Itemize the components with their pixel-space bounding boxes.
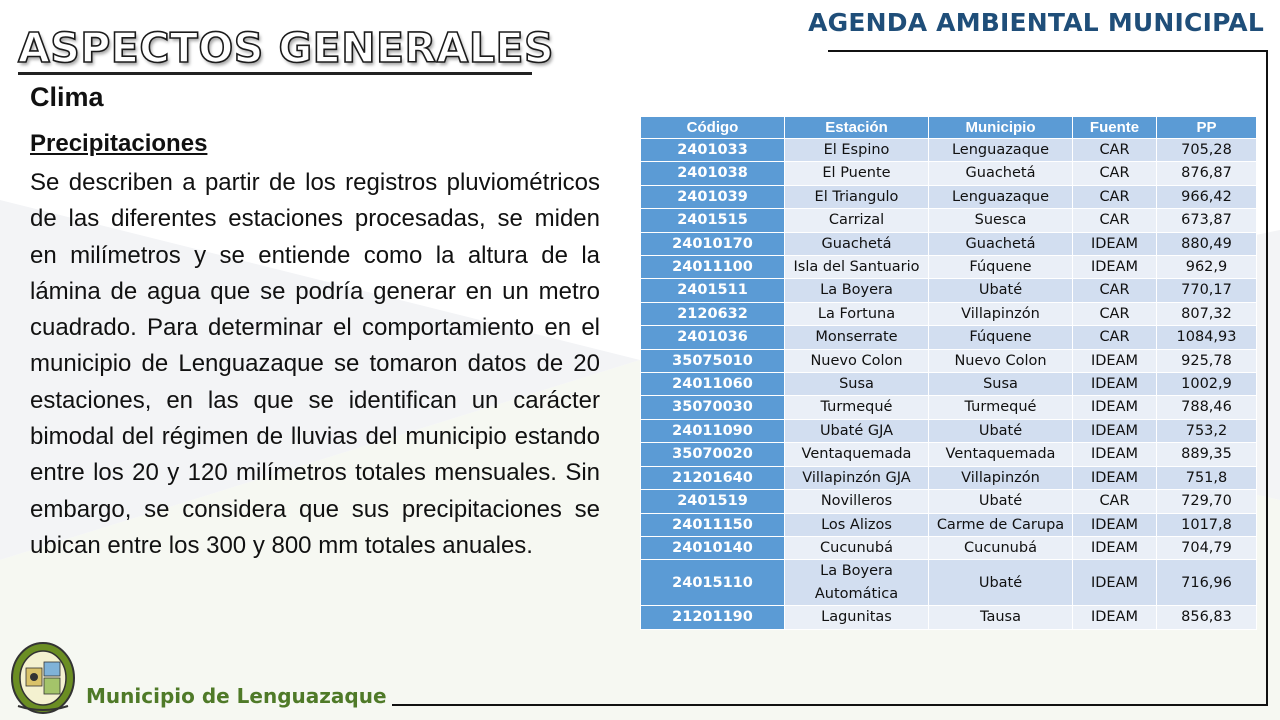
- cell-estacion: La Boyera Automática: [785, 560, 929, 606]
- cell-estacion: Carrizal: [785, 209, 929, 232]
- cell-municipio: Ubaté: [929, 279, 1073, 302]
- cell-estacion: Villapinzón GJA: [785, 466, 929, 489]
- cell-fuente: CAR: [1073, 302, 1157, 325]
- cell-fuente: CAR: [1073, 162, 1157, 185]
- table-body: [641, 139, 1257, 630]
- cell-pp: 753,2: [1157, 419, 1257, 442]
- cell-fuente: CAR: [1073, 279, 1157, 302]
- cell-municipio: Lenguazaque: [929, 139, 1073, 162]
- cell-municipio: Ubaté: [929, 419, 1073, 442]
- cell-codigo: 24011060: [641, 373, 785, 396]
- table-row: [641, 209, 1257, 232]
- cell-fuente: IDEAM: [1073, 466, 1157, 489]
- cell-fuente: CAR: [1073, 209, 1157, 232]
- table-row: [641, 396, 1257, 419]
- cell-codigo: 2401519: [641, 490, 785, 513]
- cell-pp: 770,17: [1157, 279, 1257, 302]
- cell-pp: 1017,8: [1157, 513, 1257, 536]
- table-row: [641, 139, 1257, 162]
- cell-codigo: 2401511: [641, 279, 785, 302]
- cell-municipio: Ubaté: [929, 490, 1073, 513]
- cell-estacion: Nuevo Colon: [785, 349, 929, 372]
- precipitation-table: [640, 116, 1256, 630]
- table-row: [641, 256, 1257, 279]
- cell-estacion: Ventaquemada: [785, 443, 929, 466]
- cell-estacion: Monserrate: [785, 326, 929, 349]
- cell-fuente: CAR: [1073, 185, 1157, 208]
- table-row: [641, 443, 1257, 466]
- cell-municipio: Fúquene: [929, 326, 1073, 349]
- cell-pp: 856,83: [1157, 606, 1257, 629]
- cell-municipio: Tausa: [929, 606, 1073, 629]
- cell-fuente: IDEAM: [1073, 419, 1157, 442]
- cell-codigo: 24011100: [641, 256, 785, 279]
- cell-codigo: 2401033: [641, 139, 785, 162]
- cell-codigo: 24010170: [641, 232, 785, 255]
- cell-estacion: Ubaté GJA: [785, 419, 929, 442]
- cell-estacion: La Boyera: [785, 279, 929, 302]
- cell-pp: 1084,93: [1157, 326, 1257, 349]
- cell-municipio: Fúquene: [929, 256, 1073, 279]
- cell-municipio: Villapinzón: [929, 302, 1073, 325]
- cell-pp: 880,49: [1157, 232, 1257, 255]
- cell-codigo: 21201640: [641, 466, 785, 489]
- table-row: [641, 490, 1257, 513]
- cell-estacion: El Espino: [785, 139, 929, 162]
- cell-municipio: Ubaté: [929, 560, 1073, 606]
- table-row: [641, 232, 1257, 255]
- slide-title: ASPECTOS GENERALES: [18, 24, 554, 72]
- header-municipio: Municipio: [929, 117, 1073, 139]
- table-header-row: [641, 117, 1257, 139]
- cell-municipio: Guachetá: [929, 162, 1073, 185]
- cell-municipio: Lenguazaque: [929, 185, 1073, 208]
- cell-municipio: Guachetá: [929, 232, 1073, 255]
- cell-pp: 962,9: [1157, 256, 1257, 279]
- cell-pp: 1002,9: [1157, 373, 1257, 396]
- cell-fuente: IDEAM: [1073, 349, 1157, 372]
- table-row: [641, 560, 1257, 606]
- cell-municipio: Villapinzón: [929, 466, 1073, 489]
- cell-municipio: Nuevo Colon: [929, 349, 1073, 372]
- cell-fuente: IDEAM: [1073, 232, 1157, 255]
- cell-fuente: IDEAM: [1073, 396, 1157, 419]
- table-row: [641, 513, 1257, 536]
- frame-line-top: [828, 50, 1268, 52]
- cell-pp: 876,87: [1157, 162, 1257, 185]
- cell-pp: 788,46: [1157, 396, 1257, 419]
- cell-municipio: Carme de Carupa: [929, 513, 1073, 536]
- cell-estacion: Los Alizos: [785, 513, 929, 536]
- frame-line-bottom: [392, 704, 1268, 706]
- cell-pp: 889,35: [1157, 443, 1257, 466]
- cell-codigo: 24015110: [641, 560, 785, 606]
- cell-codigo: 24010140: [641, 536, 785, 559]
- cell-fuente: IDEAM: [1073, 373, 1157, 396]
- cell-municipio: Susa: [929, 373, 1073, 396]
- cell-fuente: CAR: [1073, 490, 1157, 513]
- table-row: [641, 373, 1257, 396]
- cell-fuente: IDEAM: [1073, 513, 1157, 536]
- cell-estacion: La Fortuna: [785, 302, 929, 325]
- cell-municipio: Cucunubá: [929, 536, 1073, 559]
- cell-pp: 751,8: [1157, 466, 1257, 489]
- cell-estacion: Guachetá: [785, 232, 929, 255]
- cell-fuente: IDEAM: [1073, 536, 1157, 559]
- table-row: [641, 606, 1257, 629]
- cell-pp: 925,78: [1157, 349, 1257, 372]
- cell-pp: 729,70: [1157, 490, 1257, 513]
- cell-codigo: 21201190: [641, 606, 785, 629]
- cell-estacion: Isla del Santuario: [785, 256, 929, 279]
- header-pp: PP: [1157, 117, 1257, 139]
- table-row: [641, 185, 1257, 208]
- cell-pp: 807,32: [1157, 302, 1257, 325]
- header-estacion: Estación: [785, 117, 929, 139]
- cell-codigo: 35070030: [641, 396, 785, 419]
- cell-estacion: Lagunitas: [785, 606, 929, 629]
- cell-fuente: CAR: [1073, 139, 1157, 162]
- cell-codigo: 35070020: [641, 443, 785, 466]
- table-row: [641, 279, 1257, 302]
- body-paragraph: Se describen a partir de los registros pluviométricos de las diferentes estaciones procesadas, se miden en milímetros y se entiende como la altura de la lámina de agua que se podría generar en un metro cuadrado. Para determinar el comportamiento en el municipio de Lenguazaque se tomaron datos de 20 estaciones, en las que se identifican un carácter bimodal del régimen de lluvias del municipio estando entre los 20 y 120 milímetros totales mensuales. Sin embargo, se considera que sus precipitaciones se ubican entre los 300 y 800 mm totales anuales.: [30, 169, 600, 559]
- cell-fuente: IDEAM: [1073, 560, 1157, 606]
- cell-estacion: Susa: [785, 373, 929, 396]
- cell-codigo: 35075010: [641, 349, 785, 372]
- cell-pp: 716,96: [1157, 560, 1257, 606]
- table-row: [641, 419, 1257, 442]
- section-title: Clima: [30, 82, 104, 112]
- title-underline: [18, 72, 532, 75]
- table-row: [641, 466, 1257, 489]
- table-row: [641, 349, 1257, 372]
- cell-codigo: 2401515: [641, 209, 785, 232]
- cell-municipio: Ventaquemada: [929, 443, 1073, 466]
- cell-codigo: 24011150: [641, 513, 785, 536]
- footer-municipio: Municipio de Lenguazaque: [86, 684, 387, 708]
- cell-codigo: 2401039: [641, 185, 785, 208]
- cell-estacion: Turmequé: [785, 396, 929, 419]
- header-title: AGENDA AMBIENTAL MUNICIPAL: [808, 8, 1264, 37]
- cell-estacion: El Puente: [785, 162, 929, 185]
- cell-estacion: El Triangulo: [785, 185, 929, 208]
- table-row: [641, 302, 1257, 325]
- cell-fuente: IDEAM: [1073, 256, 1157, 279]
- cell-fuente: CAR: [1073, 326, 1157, 349]
- cell-codigo: 2120632: [641, 302, 785, 325]
- cell-codigo: 24011090: [641, 419, 785, 442]
- cell-fuente: IDEAM: [1073, 606, 1157, 629]
- cell-municipio: Suesca: [929, 209, 1073, 232]
- cell-codigo: 2401038: [641, 162, 785, 185]
- frame-line-right: [1266, 50, 1268, 706]
- cell-pp: 705,28: [1157, 139, 1257, 162]
- table-row: [641, 326, 1257, 349]
- header-fuente: Fuente: [1073, 117, 1157, 139]
- cell-estacion: Cucunubá: [785, 536, 929, 559]
- header-codigo: Código: [641, 117, 785, 139]
- cell-codigo: 2401036: [641, 326, 785, 349]
- municipal-seal-icon: [10, 640, 76, 716]
- cell-estacion: Novilleros: [785, 490, 929, 513]
- subsection-title: Precipitaciones: [30, 130, 208, 157]
- table-row: [641, 536, 1257, 559]
- cell-municipio: Turmequé: [929, 396, 1073, 419]
- cell-pp: 966,42: [1157, 185, 1257, 208]
- cell-fuente: IDEAM: [1073, 443, 1157, 466]
- table-row: [641, 162, 1257, 185]
- cell-pp: 673,87: [1157, 209, 1257, 232]
- cell-pp: 704,79: [1157, 536, 1257, 559]
